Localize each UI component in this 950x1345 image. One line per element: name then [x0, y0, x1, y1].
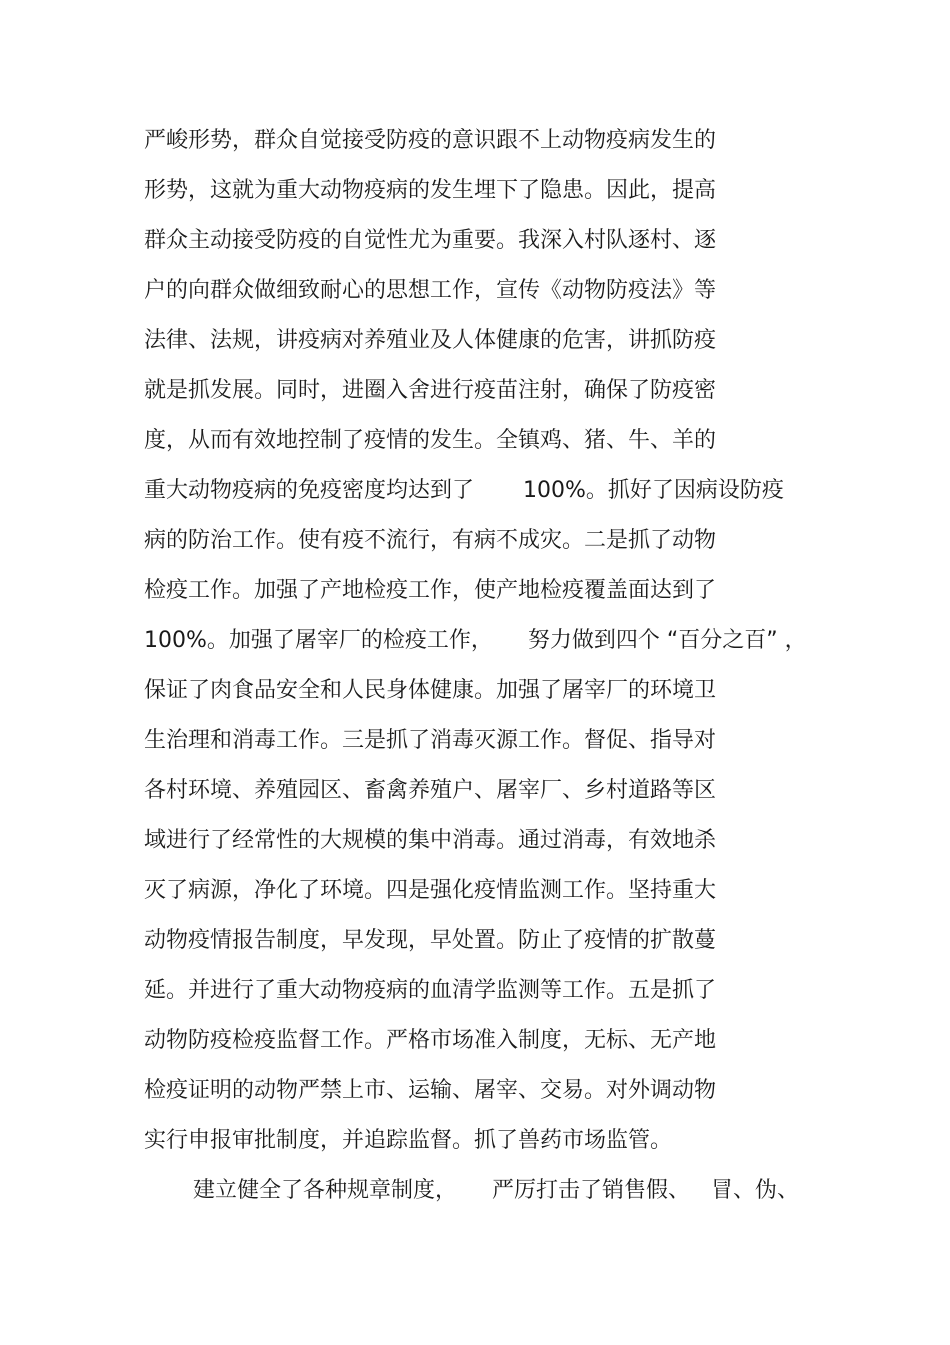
text-line: 病的防治工作。使有疫不流行，有病不成灾。二是抓了动物: [144, 528, 717, 553]
text-line: 实行申报审批制度，并追踪监督。抓了兽药市场监管。: [144, 1128, 673, 1153]
text-line: 就是抓发展。同时，进圈入舍进行疫苗注射，确保了防疫密: [144, 378, 717, 403]
text-line: 100%。加强了屠宰厂的检疫工作， 努力做到四个 “百分之百” ，: [144, 628, 807, 653]
text-line: 域进行了经常性的大规模的集中消毒。通过消毒，有效地杀: [144, 828, 717, 853]
text-line: 严峻形势，群众自觉接受防疫的意识跟不上动物疫病发生的: [144, 128, 717, 153]
text-line: 生治理和消毒工作。三是抓了消毒灭源工作。督促、指导对: [144, 728, 717, 753]
text-line: 灭了病源，净化了环境。四是强化疫情监测工作。坚持重大: [144, 878, 717, 903]
text-line: 检疫工作。加强了产地检疫工作，使产地检疫覆盖面达到了: [144, 578, 717, 603]
text-line: 各村环境、养殖园区、畜禽养殖户、屠宰厂、乡村道路等区: [144, 778, 717, 803]
text-line: 户的向群众做细致耐心的思想工作，宣传《动物防疫法》等: [144, 278, 717, 303]
text-line: 动物防疫检疫监督工作。严格市场准入制度，无标、无产地: [144, 1028, 717, 1053]
text-line: 群众主动接受防疫的自觉性尤为重要。我深入村队逐村、逐: [144, 228, 717, 253]
text-line: 形势，这就为重大动物疫病的发生埋下了隐患。因此，提高: [144, 178, 717, 203]
text-line: 法律、法规，讲疫病对养殖业及人体健康的危害，讲抓防疫: [144, 328, 717, 353]
text-line: 度，从而有效地控制了疫情的发生。全镇鸡、猪、牛、羊的: [144, 428, 717, 453]
text-line: 检疫证明的动物严禁上市、运输、屠宰、交易。对外调动物: [144, 1078, 717, 1103]
text-line: 动物疫情报告制度，早发现，早处置。防止了疫情的扩散蔓: [144, 928, 717, 953]
text-line: 重大动物疫病的免疫密度均达到了 100%。抓好了因病设防疫: [144, 478, 784, 503]
text-line: 保证了肉食品安全和人民身体健康。加强了屠宰厂的环境卫: [144, 678, 717, 703]
text-line: 延。并进行了重大动物疫病的血清学监测等工作。五是抓了: [144, 978, 717, 1003]
text-line-paragraph-start: 建立健全了各种规章制度， 严厉打击了销售假、 冒、伪、: [193, 1178, 799, 1203]
